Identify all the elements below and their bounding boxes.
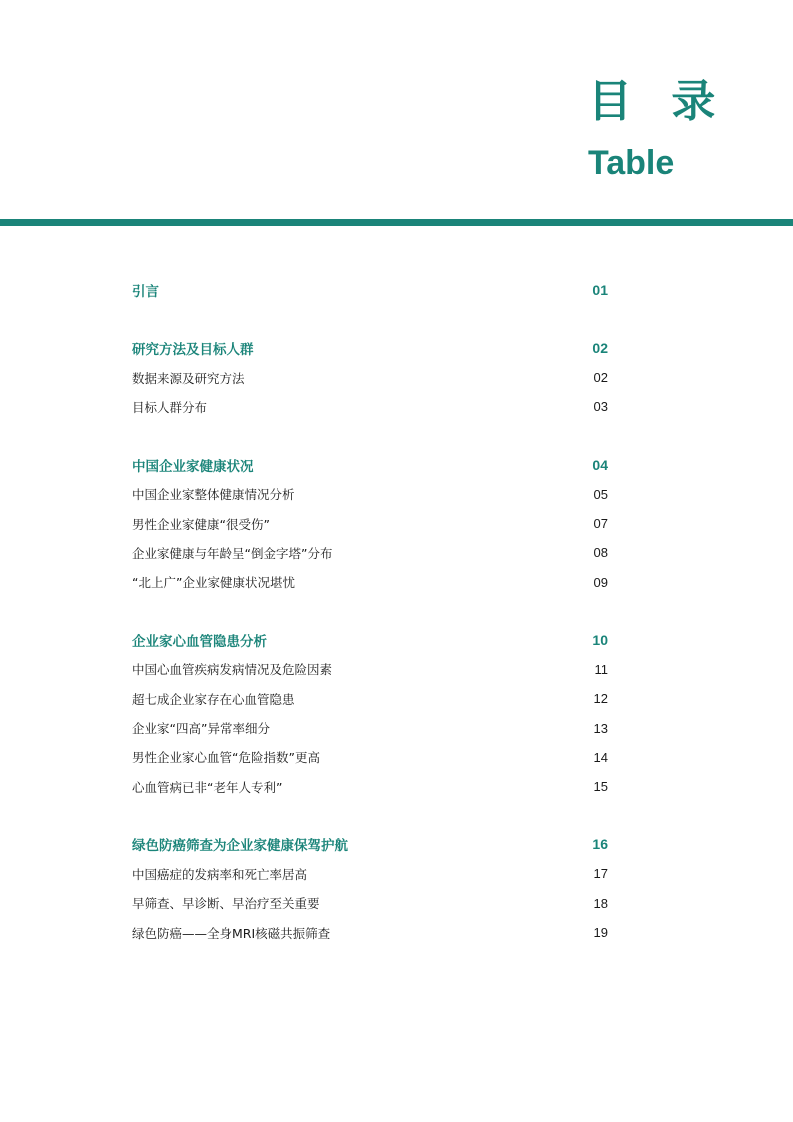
toc-heading[interactable] — [132, 450, 608, 480]
toc-section-intro — [132, 275, 608, 305]
toc-item[interactable] — [132, 889, 608, 918]
toc-heading[interactable] — [132, 829, 608, 859]
toc-heading-title: 引言 — [132, 284, 159, 300]
toc-item-page: 15 — [593, 779, 608, 795]
toc-section-methods — [132, 333, 608, 422]
toc-item-title: 企业家健康与年龄呈“倒金字塔”分布 — [132, 545, 333, 561]
toc-item-title: 超七成企业家存在心血管隐患 — [132, 691, 295, 707]
table-of-contents — [132, 275, 608, 975]
toc-item[interactable] — [132, 538, 608, 567]
toc-heading-page: 04 — [592, 456, 608, 473]
toc-item-title: 目标人群分布 — [132, 399, 208, 415]
toc-item[interactable] — [132, 655, 608, 684]
toc-item[interactable] — [132, 713, 608, 742]
toc-item-page: 07 — [593, 516, 608, 532]
toc-item-page: 14 — [593, 749, 608, 765]
toc-item-title: 绿色防癌——全身MRI核磁共振筛查 — [132, 925, 331, 941]
toc-item-title: 中国企业家整体健康情况分析 — [132, 487, 295, 503]
toc-item-page: 18 — [593, 895, 608, 911]
page-title: 目 录 — [588, 76, 728, 127]
toc-heading-page: 10 — [592, 631, 608, 648]
toc-heading[interactable] — [132, 625, 608, 655]
toc-item-title: 中国心血管疾病发病情况及危险因素 — [132, 662, 333, 678]
toc-item[interactable] — [132, 392, 608, 421]
toc-heading-page: 02 — [592, 340, 608, 356]
toc-heading-title: 企业家心血管隐患分析 — [132, 633, 267, 650]
toc-heading[interactable] — [132, 275, 608, 305]
toc-item-page: 05 — [593, 486, 608, 502]
toc-heading[interactable] — [132, 333, 608, 363]
toc-item-title: 数据来源及研究方法 — [132, 370, 245, 386]
toc-item[interactable] — [132, 859, 608, 888]
toc-item[interactable] — [132, 684, 608, 713]
toc-item[interactable] — [132, 743, 608, 772]
toc-item[interactable] — [132, 509, 608, 538]
toc-item-title: 男性企业家健康“很受伤” — [132, 516, 270, 532]
toc-item-page: 09 — [593, 574, 608, 590]
toc-item-page: 02 — [593, 370, 608, 386]
toc-item-title: 中国癌症的发病率和死亡率居高 — [132, 866, 308, 882]
toc-section-cancer — [132, 829, 608, 947]
toc-item-page: 12 — [593, 691, 608, 707]
toc-item-title: 早筛查、早诊断、早治疗至关重要 — [132, 896, 320, 912]
toc-heading-page: 16 — [592, 836, 608, 853]
toc-item[interactable] — [132, 480, 608, 509]
toc-item-page: 17 — [593, 866, 608, 882]
toc-heading-title: 绿色防癌筛查为企业家健康保驾护航 — [132, 838, 348, 855]
toc-item-page: 11 — [594, 661, 608, 677]
toc-item-page: 08 — [593, 545, 608, 561]
toc-heading-title: 中国企业家健康状况 — [132, 458, 254, 475]
header-divider — [0, 219, 793, 226]
toc-item-title: 企业家“四高”异常率细分 — [132, 721, 270, 737]
toc-section-cardiovascular — [132, 625, 608, 801]
toc-heading-page: 01 — [592, 282, 608, 298]
toc-item[interactable] — [132, 363, 608, 392]
toc-item-page: 19 — [593, 925, 608, 940]
toc-item-title: 男性企业家心血管“危险指数”更高 — [132, 750, 320, 766]
toc-item-title: “北上广”企业家健康状况堪忧 — [132, 575, 295, 591]
toc-section-health — [132, 450, 608, 597]
toc-item[interactable] — [132, 772, 608, 801]
toc-item[interactable] — [132, 567, 608, 596]
toc-heading-title: 研究方法及目标人群 — [132, 342, 254, 358]
toc-item[interactable] — [132, 918, 608, 947]
page-subtitle: Table — [588, 144, 675, 182]
toc-item-page: 13 — [593, 720, 608, 736]
toc-item-title: 心血管病已非“老年人专利” — [132, 779, 283, 795]
toc-item-page: 03 — [593, 399, 608, 415]
